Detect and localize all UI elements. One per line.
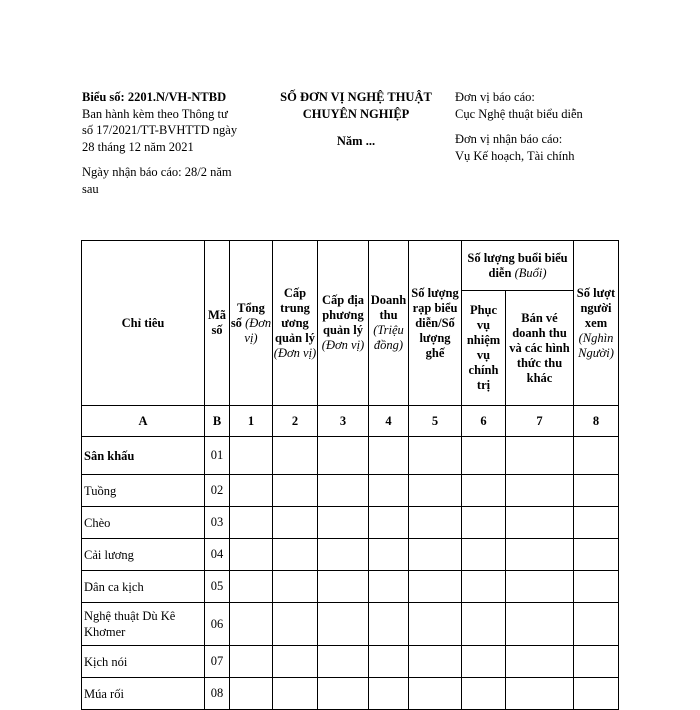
empty-cell [462, 678, 506, 710]
empty-cell [273, 475, 318, 507]
header-total-label: Tổng số [230, 300, 265, 330]
empty-cell [369, 603, 409, 646]
empty-cell [506, 603, 574, 646]
row-code: 03 [205, 507, 230, 539]
empty-cell [230, 475, 273, 507]
column-letter: 2 [273, 406, 318, 437]
row-code: 08 [205, 678, 230, 710]
empty-cell [369, 539, 409, 571]
row-code: 05 [205, 571, 230, 603]
issued-line-2: số 17/2021/TT-BVHTTD ngày [82, 123, 238, 137]
report-units [455, 89, 655, 164]
empty-cell [409, 678, 462, 710]
empty-cell [506, 475, 574, 507]
empty-cell [318, 437, 369, 475]
column-letter: 4 [369, 406, 409, 437]
empty-cell [318, 507, 369, 539]
empty-cell [230, 603, 273, 646]
header-local-unit: (Đơn vị) [321, 338, 365, 352]
header-shows-unit: (Buổi) [514, 265, 547, 280]
empty-cell [462, 437, 506, 475]
row-code: 06 [205, 603, 230, 646]
empty-cell [574, 475, 619, 507]
table-row [82, 603, 619, 646]
reporter-value: Cục Nghệ thuật biểu diễn [455, 106, 583, 121]
empty-cell [409, 437, 462, 475]
empty-cell [318, 539, 369, 571]
column-letter: 7 [506, 406, 574, 437]
header-local [318, 241, 369, 406]
header-political: Phục vụ nhiệm vụ chính trị [462, 291, 506, 406]
empty-cell [506, 539, 574, 571]
empty-cell [369, 507, 409, 539]
column-letter: 5 [409, 406, 462, 437]
empty-cell [462, 571, 506, 603]
empty-cell [273, 603, 318, 646]
report-title [268, 89, 444, 150]
form-info [82, 89, 262, 197]
empty-cell [273, 539, 318, 571]
header-shows-label: Số lượng buổi biểu diễn [467, 250, 568, 280]
header-revenue-label: Doanh thu [370, 293, 407, 322]
table-row [82, 507, 619, 539]
header-theaters: Số lượng rạp biểu diễn/Số lượng ghế [409, 241, 462, 406]
header-audience-label: Số lượt người xem [576, 285, 616, 330]
table-row [82, 571, 619, 603]
empty-cell [318, 603, 369, 646]
empty-cell [574, 571, 619, 603]
row-name: Sân khấu [82, 437, 205, 475]
header-indicator: Chỉ tiêu [82, 241, 205, 406]
column-letter: 6 [462, 406, 506, 437]
form-code: Biểu số: 2201.N/VH-NTBD [82, 90, 227, 104]
header-code: Mã số [205, 241, 230, 406]
header-total [230, 241, 273, 406]
column-letter-row [82, 406, 619, 437]
row-code: 01 [205, 437, 230, 475]
empty-cell [409, 507, 462, 539]
empty-cell [369, 678, 409, 710]
column-letter: A [82, 406, 205, 437]
empty-cell [574, 539, 619, 571]
column-letter: 8 [574, 406, 619, 437]
header-revenue [369, 241, 409, 406]
empty-cell [369, 437, 409, 475]
empty-cell [409, 475, 462, 507]
header-central [273, 241, 318, 406]
receiver-label: Đơn vị nhận báo cáo: [455, 132, 563, 146]
title-line-2: CHUYÊN NGHIỆP [302, 106, 410, 121]
header-central-label: Cấp trung ương quản lý [275, 285, 315, 345]
table-row [82, 646, 619, 678]
empty-cell [409, 539, 462, 571]
empty-cell [506, 646, 574, 678]
column-letter: 3 [318, 406, 369, 437]
empty-cell [506, 437, 574, 475]
empty-cell [574, 507, 619, 539]
header-revenue-unit: (Triệu đồng) [373, 323, 404, 352]
empty-cell [273, 437, 318, 475]
reporter-label: Đơn vị báo cáo: [455, 90, 535, 104]
empty-cell [506, 507, 574, 539]
empty-cell [318, 646, 369, 678]
report-year: Năm ... [336, 134, 376, 148]
empty-cell [506, 571, 574, 603]
row-code: 02 [205, 475, 230, 507]
header-audience [574, 241, 619, 406]
empty-cell [462, 646, 506, 678]
empty-cell [369, 571, 409, 603]
row-name: Dân ca kịch [82, 571, 205, 603]
empty-cell [462, 475, 506, 507]
row-code: 04 [205, 539, 230, 571]
table-row [82, 437, 619, 475]
empty-cell [230, 539, 273, 571]
empty-cell [230, 437, 273, 475]
header-audience-unit: (Nghìn Người) [578, 330, 614, 360]
empty-cell [462, 507, 506, 539]
row-code: 07 [205, 646, 230, 678]
empty-cell [506, 678, 574, 710]
header-total-unit: (Đơn vị) [244, 315, 272, 345]
row-name: Cải lương [82, 539, 205, 571]
empty-cell [273, 571, 318, 603]
empty-cell [574, 646, 619, 678]
row-name: Tuồng [82, 475, 205, 507]
empty-cell [369, 646, 409, 678]
title-line-1: SỐ ĐƠN VỊ NGHỆ THUẬT [280, 90, 432, 104]
table-row [82, 475, 619, 507]
empty-cell [318, 678, 369, 710]
header-shows-group [462, 241, 574, 291]
empty-cell [318, 571, 369, 603]
header-ticketed: Bán vé doanh thu và các hình thức thu khác [506, 291, 574, 406]
empty-cell [409, 646, 462, 678]
empty-cell [369, 475, 409, 507]
empty-cell [409, 571, 462, 603]
empty-cell [409, 603, 462, 646]
empty-cell [230, 678, 273, 710]
empty-cell [462, 539, 506, 571]
empty-cell [273, 646, 318, 678]
empty-cell [273, 678, 318, 710]
empty-cell [574, 603, 619, 646]
empty-cell [462, 603, 506, 646]
header-central-unit: (Đơn vị) [273, 345, 317, 360]
empty-cell [574, 437, 619, 475]
empty-cell [574, 678, 619, 710]
table-row [82, 539, 619, 571]
statistics-table [81, 240, 619, 710]
issued-line-3: 28 tháng 12 năm 2021 [82, 139, 194, 154]
issued-line-1: Ban hành kèm theo Thông tư [82, 106, 228, 121]
column-letter: B [205, 406, 230, 437]
table-row [82, 678, 619, 710]
empty-cell [230, 571, 273, 603]
row-name: Múa rối [82, 678, 205, 710]
row-name: Kịch nói [82, 646, 205, 678]
row-name: Chèo [82, 507, 205, 539]
empty-cell [230, 646, 273, 678]
receiver-value: Vụ Kế hoạch, Tài chính [455, 148, 575, 163]
column-letter: 1 [230, 406, 273, 437]
empty-cell [273, 507, 318, 539]
row-name: Nghệ thuật Dù Kê Khơmer [82, 603, 205, 646]
empty-cell [230, 507, 273, 539]
empty-cell [318, 475, 369, 507]
receipt-line-2: sau [82, 181, 99, 196]
receipt-line-1: Ngày nhận báo cáo: 28/2 năm [82, 165, 232, 179]
header-local-label: Cấp địa phương quản lý [321, 293, 365, 337]
